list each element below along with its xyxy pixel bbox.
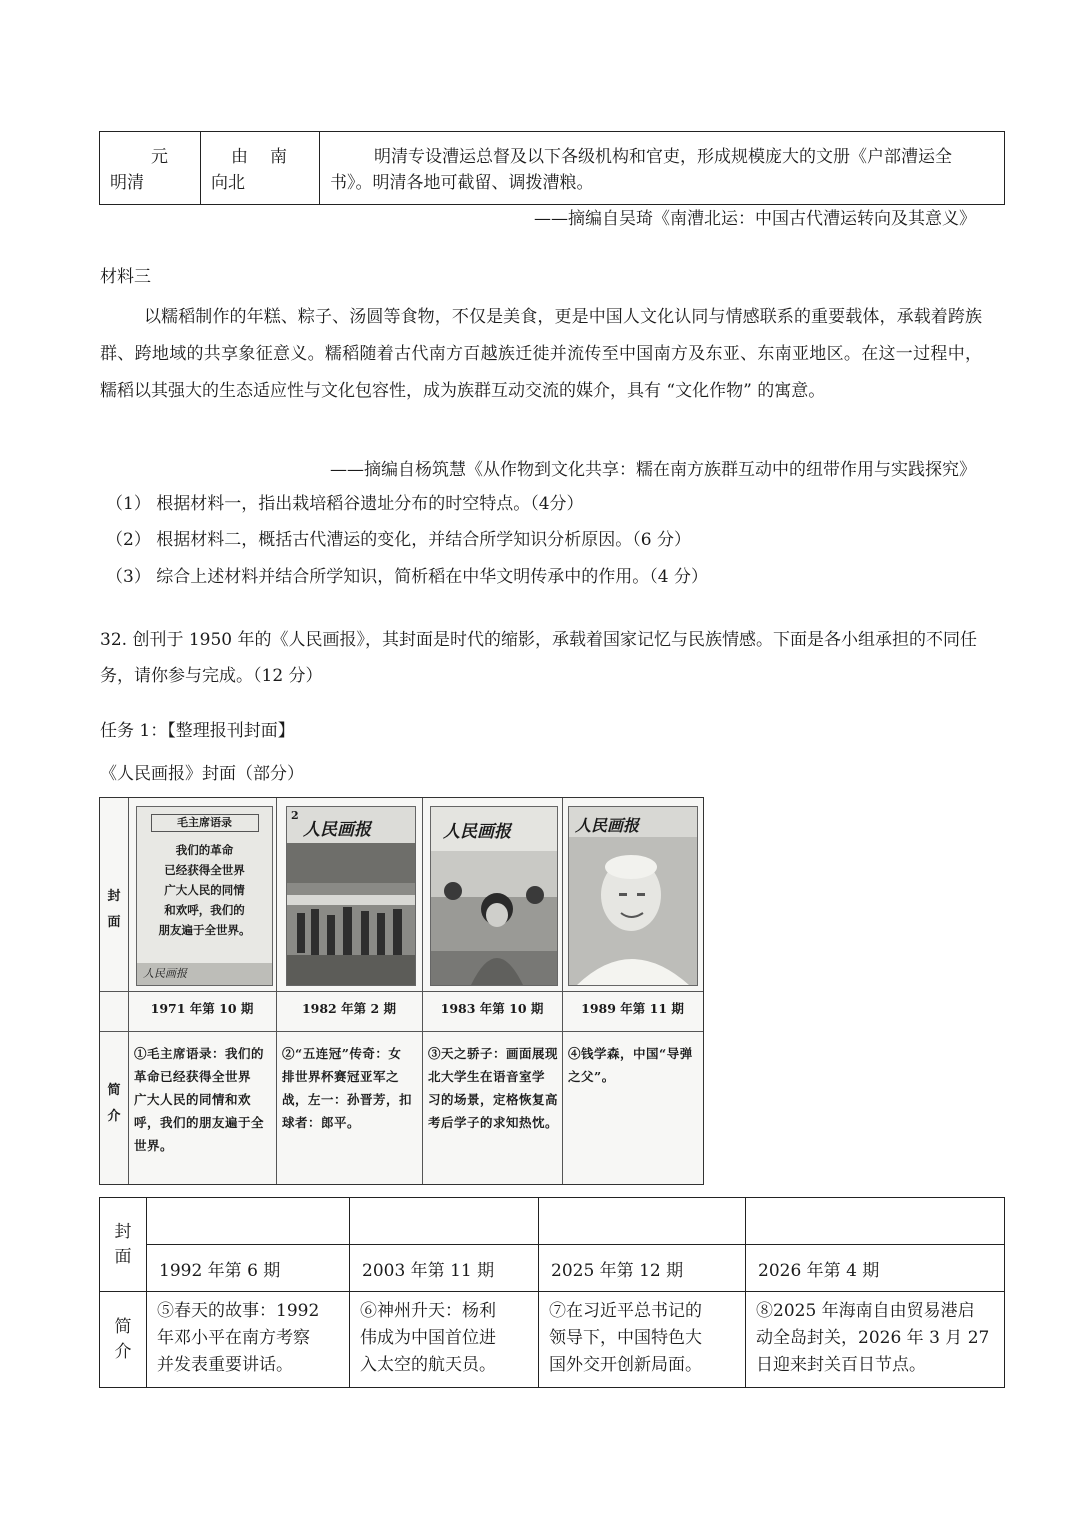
desc-1971: ①毛主席语录：我们的 革命已经获得全世界 广大人民的同情和欢 呼，我们的朋友遍于全 世界。 — [134, 1046, 265, 1153]
period-cell — [100, 132, 201, 205]
material-3-text: 以糯稻制作的年糕、粽子、汤圆等食物，不仅是美食，更是中国人文化认同与情感联系的重要载体，承载着跨族群、跨地域的共享象征意义。糯稻随着古代南方百越族迁徙并流传至中国南方及东亚、东南亚地区。在这一过程中，糯稻以其强大的生态适应性与文化包容性，成为族群互动交流的媒介，具有 “文化作物” 的寓意。 — [100, 307, 982, 401]
issue-1982: 1982 年第 2 期 — [301, 1001, 397, 1016]
desc-1982: ②“五连冠”传奇：女 排世界杯赛冠亚军之 战，左一：孙晋芳，扣 球者：郎平。 — [282, 1046, 413, 1130]
period-line-2: 明清 — [110, 173, 144, 193]
source-material-2: ——摘编自吴琦《南漕北运：中国古代漕运转向及其意义》 — [534, 209, 976, 229]
magazine-cover-grid — [99, 797, 704, 1185]
volleyball-photo — [287, 843, 415, 985]
cover-slot-1992 — [147, 1198, 350, 1245]
source-material-3: ——摘编自杨筑慧《从作物到文化共享：糯在南方族群互动中的纽带作用与实践探究》 — [330, 460, 976, 480]
table-row — [100, 1292, 1005, 1388]
desc-2003: ⑥神州升天：杨利 伟成为中国首位进 入太空的航天员。 — [350, 1292, 539, 1388]
cover-slot-2026 — [746, 1198, 1005, 1245]
table-row — [100, 1198, 1005, 1245]
cover-label: 封 面 — [100, 1198, 147, 1292]
period-line-1: 元 — [151, 147, 190, 167]
issue-1992: 1992 年第 6 期 — [147, 1245, 350, 1292]
question-1: （1） 根据材料一，指出栽培稻谷遗址分布的时空特点。（4分） — [106, 494, 584, 514]
desc-2026: ⑧2025 年海南自由贸易港启 动全岛封关，2026 年 3 月 27 日迎来封关百日节点。 — [746, 1292, 1005, 1388]
question-2: （2） 根据材料二，概括古代漕运的变化，并结合所学知识分析原因。（6 分） — [106, 530, 691, 550]
cover-table — [99, 1197, 1005, 1388]
cover-1982-image — [286, 806, 416, 986]
issue-1983: 1983 年第 10 期 — [440, 1001, 544, 1016]
desc-2025: ⑦在习近平总书记的 领导下，中国特色大 国外交开创新局面。 — [539, 1292, 746, 1388]
question-3: （3） 综合上述材料并结合所学知识，简析稻在中华文明传承中的作用。（4 分） — [106, 567, 708, 587]
cover-1982-masthead: 人民画报 — [303, 820, 371, 840]
cover-slot-2025 — [539, 1198, 746, 1245]
cover-1983-masthead: 人民画报 — [443, 822, 511, 842]
cover-1983-image — [430, 806, 558, 986]
direction-cell — [201, 132, 320, 205]
issue-2003: 2003 年第 11 期 — [350, 1245, 539, 1292]
desc-1983: ③天之骄子：画面展现 北大学生在语音室学 习的场景，定格恢复高 考后学子的求知热忱。 — [428, 1046, 559, 1130]
desc-1992: ⑤春天的故事：1992 年邓小平在南方考察 并发表重要讲话。 — [147, 1292, 350, 1388]
grid-label-cover: 封 面 — [107, 889, 121, 930]
table-row — [100, 132, 1005, 205]
cover-slot-2003 — [350, 1198, 539, 1245]
issue-1971: 1971 年第 10 期 — [150, 1001, 254, 1016]
direction-line-2: 向北 — [211, 173, 245, 193]
issue-1989: 1989 年第 11 期 — [581, 1001, 684, 1016]
canal-table — [99, 131, 1005, 205]
material-3-title: 材料三 — [100, 267, 151, 287]
cover-1971-masthead: 人民画报 — [137, 963, 272, 985]
grid-label-intro: 简 介 — [107, 1083, 121, 1124]
students-photo — [431, 851, 557, 985]
cover-1982-number: 2 — [291, 809, 299, 822]
portrait-photo — [569, 837, 697, 985]
cover-1989-image — [568, 806, 698, 986]
table-row — [100, 1245, 1005, 1292]
issue-2025: 2025 年第 12 期 — [539, 1245, 746, 1292]
cover-1971-title: 毛主席语录 — [151, 814, 259, 832]
cover-1971-image — [136, 806, 273, 986]
question-32: 32. 创刊于 1950 年的《人民画报》，其封面是时代的缩影，承载着国家记忆与民族情感。下面是各小组承担的不同任务，请你参与完成。（12 分） — [100, 630, 978, 686]
covers-subtitle: 《人民画报》封面（部分） — [100, 764, 304, 784]
task-1-title: 任务 1：【整理报刊封面】 — [100, 721, 295, 741]
cover-1971-quote: 我们的革命 已经获得全世界 广大人民的同情 和欢呼，我们的 朋友遍于全世界。 — [158, 843, 251, 937]
issue-2026: 2026 年第 4 期 — [746, 1245, 1005, 1292]
direction-line-1: 由南 — [231, 147, 309, 167]
content-cell: 明清专设漕运总督及以下各级机构和官吏，形成规模庞大的文册《户部漕运全书》。明清各地可截留、调拨漕粮。 — [320, 132, 1005, 205]
intro-label: 简 介 — [100, 1292, 147, 1388]
cover-1989-masthead: 人民画报 — [575, 816, 640, 835]
desc-1989: ④钱学森，中国“导弹 之父”。 — [568, 1046, 693, 1084]
